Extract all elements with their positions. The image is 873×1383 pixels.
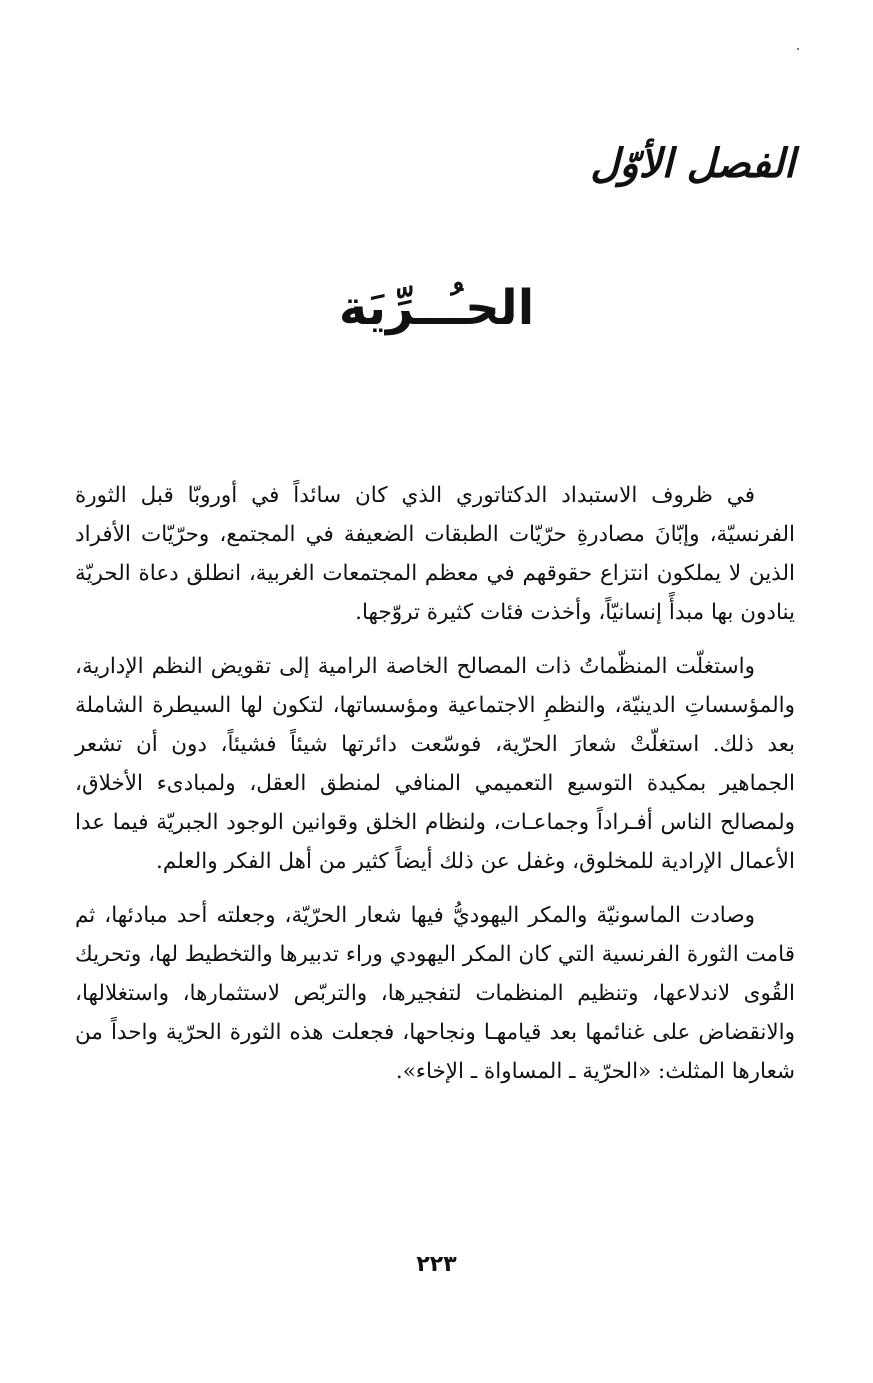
chapter-title: الحـُــرِّيَة xyxy=(338,280,535,336)
chapter-label: الفصل الأوّل xyxy=(590,141,795,187)
body-text xyxy=(75,476,795,1106)
page-number: ٢٢٣ xyxy=(416,1252,457,1277)
paragraph-3: وصادت الماسونيّة والمكر اليهوديُّ فيها شعار الحرّيّة، وجعلته أحد مبادئها، ثم قامت الثورة الفرنسية التي كان المكر اليهودي وراء تدبيرها والتخطيط لها، وتحريك القُوى لاندلاعها، وتنظيم المنظمات لتفجيرها، والتربّص لاستثمارها، واستغلالها، والانقضاض على غنائمها بعد قيامهـا ونجاحها، فجعلت هذه الثورة الحرّية واحداً من شعارها المثلث: «الحرّية ـ المساواة ـ الإخاء». xyxy=(75,903,795,1084)
paragraph-1: في ظروف الاستبداد الدكتاتوري الذي كان سائداً في أوروبّا قبل الثورة الفرنسيّة، وإبّانَ مصادرةِ حرّيّات الطبقات الضعيفة في المجتمع، وحرّيّات الأفراد الذين لا يملكون انتزاع حقوقهم في معظم المجتمعات الغربية، انطلق دعاة الحريّة ينادون بها مبدأً إنسانيّاً، وأخذت فئات كثيرة تروّجها. xyxy=(75,483,795,625)
paragraph-2: واستغلّت المنظّماتُ ذات المصالح الخاصة الرامية إلى تقويض النظم الإدارية، والمؤسساتِ الدينيّة، والنظمِ الاجتماعية ومؤسساتها، لتكون لها السيطرة الشاملة بعد ذلك. استغلّتْ شعارَ الحرّية، فوسّعت دائرتها شيئاً فشيئاً، دون أن تشعر الجماهير بمكيدة التوسيع التعميمي المنافي لمنطق العقل، ولمبادىء الأخلاق، ولمصالح الناس أفـراداً وجماعـات، ولنظام الخلق وقوانين الوجود الجبريّة فيما عدا الأعمال الإرادية للمخلوق، وغفل عن ذلك أيضاً كثير من أهل الفكر والعلم. xyxy=(75,654,795,874)
scan-speck xyxy=(797,48,799,50)
